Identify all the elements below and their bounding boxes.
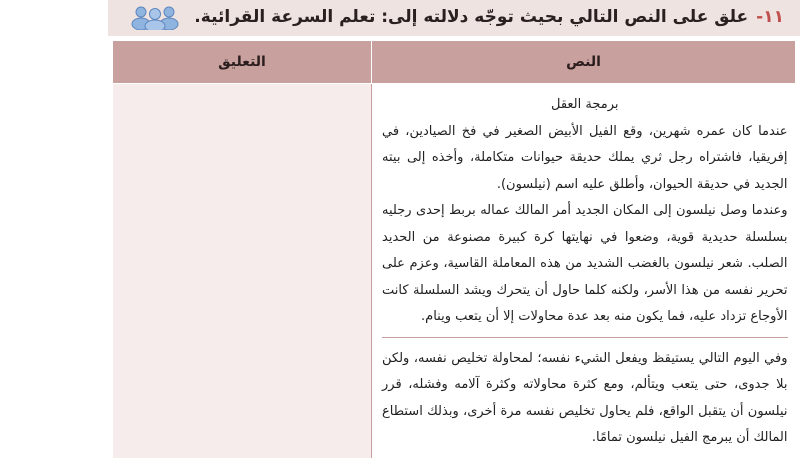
text-cell — [372, 84, 796, 458]
comment-cell[interactable] — [113, 84, 372, 458]
question-heading — [128, 2, 784, 32]
paragraph: عندما كان عمره شهرين، وقع الفيل الأبيض الصغير في فخ الصيادين، في إفريقيا، فاشتراه رجل ثري يملك حديقة حيوانات متكاملة، وأخذه إلى بيته الجديد في حديقة الحيوان، وأطلق عليه اسم (نيلسون). — [382, 123, 788, 192]
header-comment: التعليق — [113, 41, 372, 84]
question-number: ١١- — [756, 7, 784, 27]
group-of-people-icon — [128, 4, 182, 30]
paragraph: وعندما وصل نيلسون إلى المكان الجديد أمر المالك عماله بربط إحدى رجليه بسلسلة حديدية قوية، وضعوا في نهايتها كرة كبيرة مصنوعة من الحديد الصلب. شعر نيلسون بالغضب الشديد من هذه المعاملة القاسية، وعزم على تحرير نفسه من هذا الأسر، ولكنه كلما حاول أن يتحرك ويشد السلسلة كانت الأوجاع تزداد عليه، فما يكون منه بعد عدة محاولات إلا أن يتعب وينام. — [382, 203, 788, 324]
question-text: علق على النص التالي بحيث توجّه دلالته إلى: تعلم السرعة القرائية. — [194, 7, 749, 27]
text-comment-table — [112, 40, 796, 458]
header-text: النص — [372, 41, 796, 84]
divider — [382, 337, 788, 338]
paragraph: وفي اليوم التالي يستيقظ ويفعل الشيء نفسه؛ لمحاولة تخليص نفسه، ولكن بلا جدوى، حتى يتعب ويتألم، ومع كثرة محاولاته وكثرة آلامه وفشله، قرر نيلسون أن يتقبل الواقع، فلم يحاول تخليص نفسه مرة أخرى، وبذلك استطاع المالك أن يبرمج الفيل نيلسون تمامًا. — [382, 350, 788, 445]
text-title: برمجة العقل — [550, 97, 619, 112]
